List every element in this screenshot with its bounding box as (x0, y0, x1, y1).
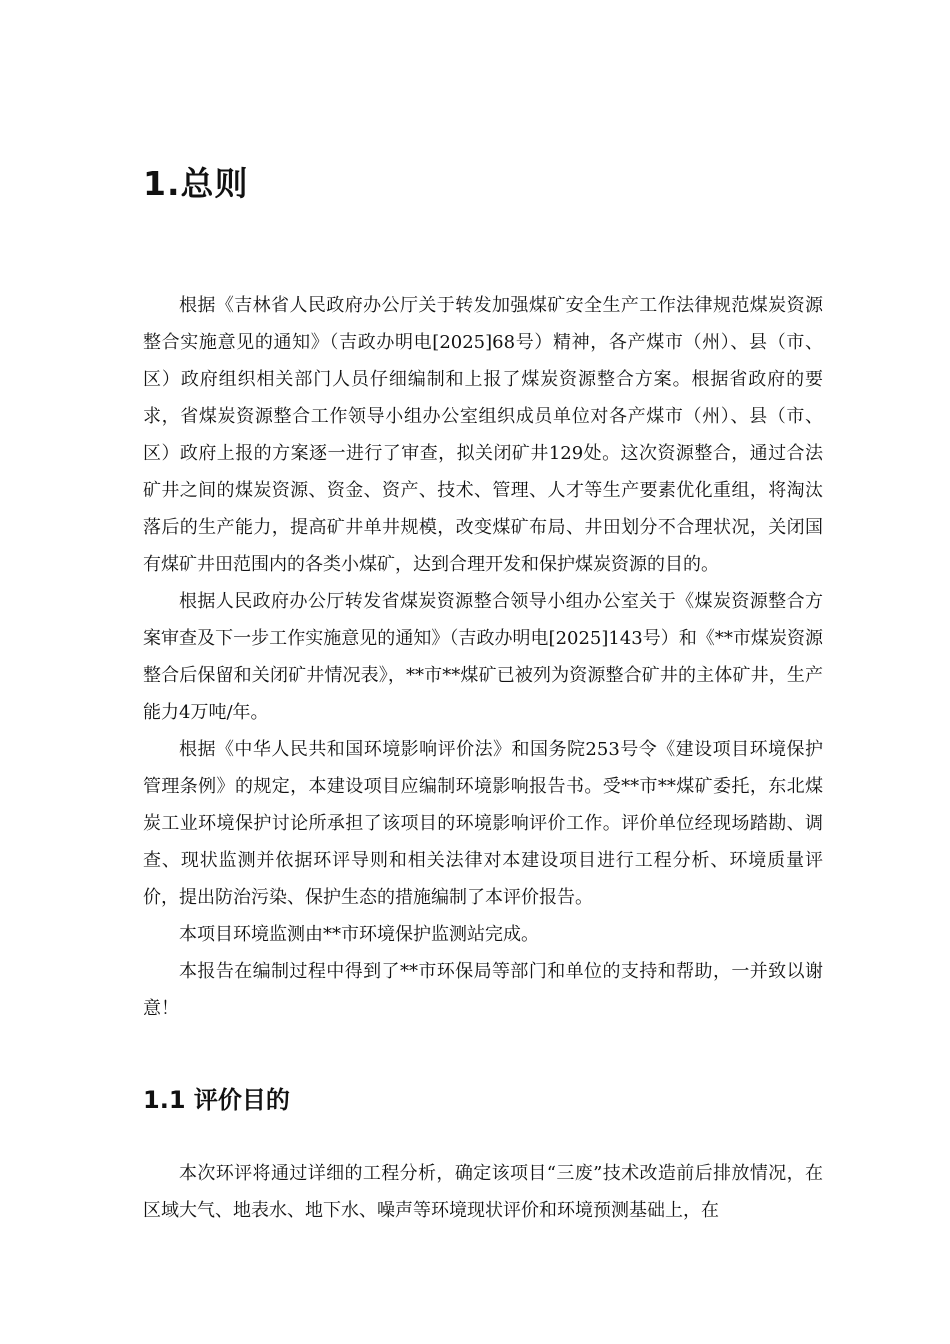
chapter-title: 1.总则 (143, 164, 249, 203)
paragraph: 本次环评将通过详细的工程分析，确定该项目“三废”技术改造前后排放情况，在区域大气、地表水、地下水、噪声等环境现状评价和环境预测基础上，在 (143, 1163, 823, 1221)
paragraph: 本报告在编制过程中得到了**市环保局等部门和单位的支持和帮助，一并致以谢意！ (143, 961, 823, 1019)
paragraph: 本项目环境监测由**市环境保护监测站完成。 (179, 924, 539, 945)
paragraph: 根据《中华人民共和国环境影响评价法》和国务院253号令《建设项目环境保护管理条例》的规定，本建设项目应编制环境影响报告书。受**市**煤矿委托，东北煤炭工业环境保护讨论所承担了该项目的环境影响评价工作。评价单位经现场踏勘、调查、现状监测并依据环评导则和相关法律对本建设项目进行工程分析、环境质量评价，提出防治污染、保护生态的措施编制了本评价报告。 (143, 739, 823, 908)
section-body (143, 1155, 823, 1229)
section-title: 1.1 评价目的 (143, 1086, 290, 1114)
paragraph: 根据人民政府办公厅转发省煤炭资源整合领导小组办公室关于《煤炭资源整合方案审查及下一步工作实施意见的通知》（吉政办明电[2025]143号）和《**市煤炭资源整合后保留和关闭矿井情况表》，**市**煤矿已被列为资源整合矿井的主体矿井，生产能力4万吨/年。 (143, 591, 823, 723)
paragraph: 根据《吉林省人民政府办公厅关于转发加强煤矿安全生产工作法律规范煤炭资源整合实施意见的通知》（吉政办明电[2025]68号）精神，各产煤市（州）、县（市、区）政府组织相关部门人员仔细编制和上报了煤炭资源整合方案。根据省政府的要求，省煤炭资源整合工作领导小组办公室组织成员单位对各产煤市（州）、县（市、区）政府上报的方案逐一进行了审查，拟关闭矿井129处。这次资源整合，通过合法矿井之间的煤炭资源、资金、资产、技术、管理、人才等生产要素优化重组，将淘汰落后的生产能力，提高矿井单井规模，改变煤矿布局、井田划分不合理状况，关闭国有煤矿井田范围内的各类小煤矿，达到合理开发和保护煤炭资源的目的。 (143, 295, 823, 575)
intro-body (143, 287, 823, 1027)
